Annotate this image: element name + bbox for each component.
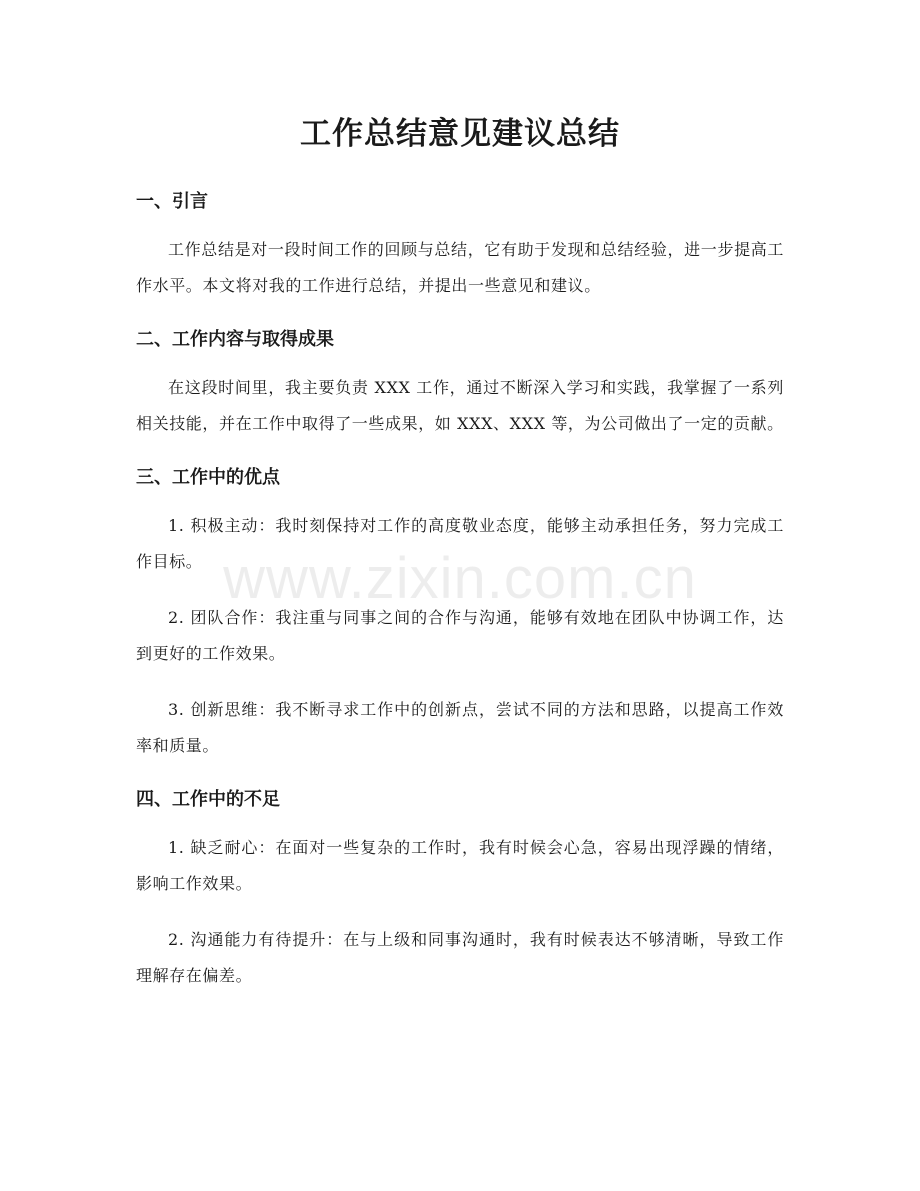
document-body — [136, 186, 784, 1014]
section-heading: 一、引言 — [136, 191, 208, 212]
section-work-content — [136, 324, 784, 442]
list-item: 1. 积极主动：我时刻保持对工作的高度敬业态度，能够主动承担任务，努力完成工作目标。 — [136, 516, 784, 571]
section-heading: 三、工作中的优点 — [136, 467, 280, 488]
list-item: 1. 缺乏耐心：在面对一些复杂的工作时，我有时候会心急，容易出现浮躁的情绪，影响工作效果。 — [136, 838, 784, 893]
section-introduction — [136, 186, 784, 304]
watermark: www.zixin.com.cn — [223, 546, 697, 611]
section-heading: 四、工作中的不足 — [136, 789, 280, 810]
list-item: 2. 沟通能力有待提升：在与上级和同事沟通时，我有时候表达不够清晰，导致工作理解存在偏差。 — [136, 930, 784, 985]
section-heading: 二、工作内容与取得成果 — [136, 329, 334, 350]
list-item: 2. 团队合作：我注重与同事之间的合作与沟通，能够有效地在团队中协调工作，达到更好的工作效果。 — [136, 608, 784, 663]
section-strengths — [136, 462, 784, 764]
paragraph: 在这段时间里，我主要负责 XXX 工作，通过不断深入学习和实践，我掌握了一系列相关技能，并在工作中取得了一些成果，如 XXX、XXX 等，为公司做出了一定的贡献。 — [136, 378, 784, 433]
paragraph: 工作总结是对一段时间工作的回顾与总结，它有助于发现和总结经验，进一步提高工作水平。本文将对我的工作进行总结，并提出一些意见和建议。 — [136, 240, 784, 295]
document-title: 工作总结意见建议总结 — [300, 116, 620, 152]
list-item: 3. 创新思维：我不断寻求工作中的创新点，尝试不同的方法和思路，以提高工作效率和质量。 — [136, 700, 784, 755]
section-weaknesses — [136, 784, 784, 994]
